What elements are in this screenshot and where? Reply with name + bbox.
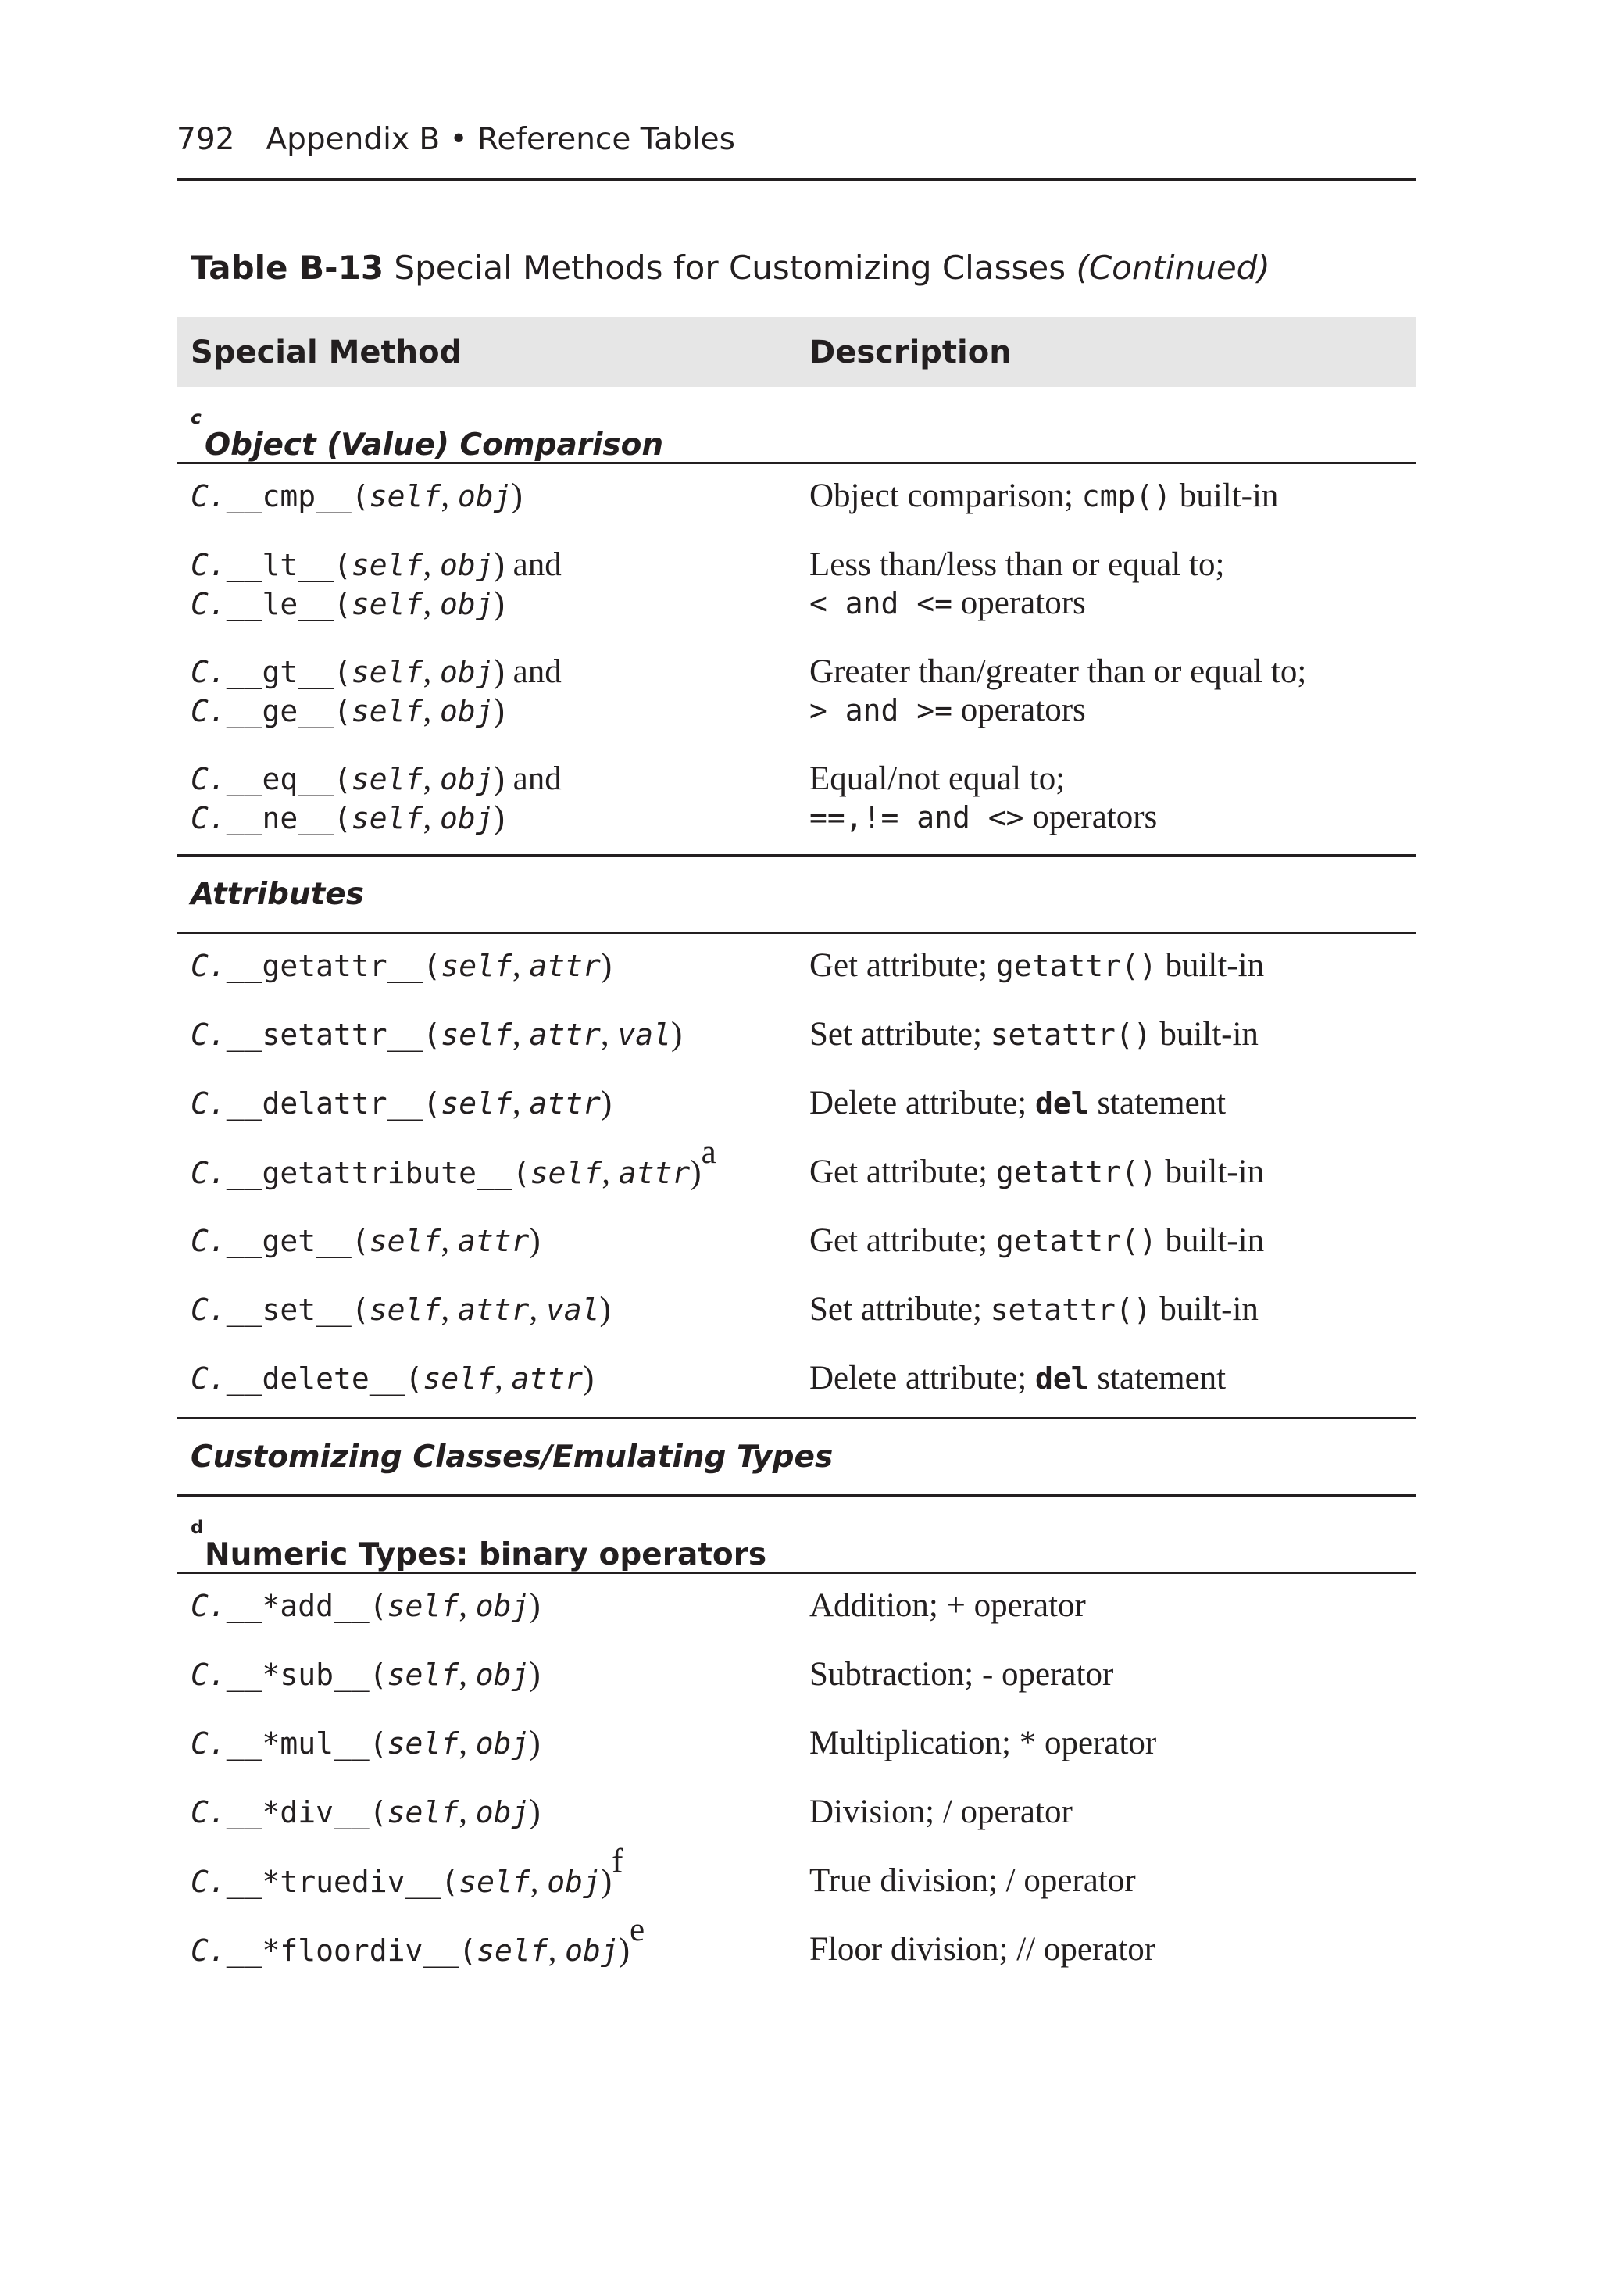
- table-caption: [191, 249, 1270, 287]
- method-signature: C.__getattribute__(self, attr)$^a$: [191, 1134, 716, 1191]
- method-signature: C.__*mul__(self, obj): [191, 1725, 541, 1761]
- table-row: [177, 1356, 1416, 1417]
- method-description: Floor division; // operator: [809, 1931, 1156, 1968]
- method-description: Division; / operator: [809, 1794, 1073, 1830]
- header-rule: [177, 178, 1416, 181]
- table-row: [177, 474, 1416, 542]
- table-row: [177, 649, 1416, 756]
- section-heading-attributes: [177, 854, 1416, 934]
- table-row: [177, 1583, 1416, 1652]
- method-description: Get attribute; getattr() built-in: [809, 947, 1265, 984]
- table-title: Special Methods for Customizing Classes: [394, 249, 1066, 287]
- section-title: Numeric Types: binary operators: [205, 1537, 767, 1572]
- method-signature: C.__get__(self, attr): [191, 1222, 541, 1259]
- footnote-marker: e: [630, 1912, 645, 1948]
- table-row: [177, 943, 1416, 1012]
- table-row: [177, 1012, 1416, 1081]
- column-header-description: Description: [809, 334, 1012, 370]
- method-signature: C.__setattr__(self, attr, val): [191, 1016, 683, 1053]
- table-header-row: [177, 317, 1416, 387]
- method-signature: C.__*truediv__(self, obj)$^f$: [191, 1843, 623, 1900]
- method-description: Subtraction; - operator: [809, 1656, 1114, 1693]
- column-header-special-method: Special Method: [191, 334, 462, 370]
- method-description: Object comparison; cmp() built-in: [809, 477, 1279, 514]
- method-signature: C.__eq__(self, obj) and C.__ne__(self, obj): [191, 760, 562, 836]
- method-description: Set attribute; setattr() built-in: [809, 1291, 1259, 1328]
- section-heading-comparison: [177, 387, 1416, 464]
- method-description: Get attribute; getattr() built-in: [809, 1222, 1265, 1259]
- method-description: Multiplication; * operator: [809, 1725, 1157, 1761]
- footnote-marker: a: [701, 1134, 716, 1171]
- table-label: Table B-13: [191, 249, 384, 287]
- method-signature: C.__cmp__(self, obj): [191, 477, 523, 514]
- page-number: 792: [177, 122, 235, 157]
- table-row: [177, 756, 1416, 854]
- table-continued: (Continued): [1076, 249, 1270, 287]
- method-signature: C.__*div__(self, obj): [191, 1794, 541, 1830]
- running-head: [177, 122, 735, 157]
- method-description: Set attribute; setattr() built-in: [809, 1016, 1259, 1053]
- reference-table: [177, 317, 1416, 1996]
- method-signature: C.__delattr__(self, attr): [191, 1085, 612, 1121]
- table-row: [177, 1721, 1416, 1790]
- method-signature: C.__getattr__(self, attr): [191, 947, 612, 984]
- table-row: [177, 1287, 1416, 1356]
- footnote-marker: c: [191, 406, 202, 428]
- section-title: Attributes: [191, 877, 364, 912]
- table-row: [177, 1134, 1416, 1218]
- table-row: [177, 1790, 1416, 1858]
- method-description: Greater than/greater than or equal to; > and >= operators: [809, 653, 1307, 728]
- section-title: Customizing Classes/Emulating Types: [191, 1439, 834, 1475]
- running-head-title: Appendix B • Reference Tables: [266, 122, 735, 157]
- table-row: [177, 542, 1416, 649]
- table-row: [177, 1218, 1416, 1287]
- method-description: Get attribute; getattr() built-in: [809, 1153, 1265, 1190]
- table-row: [177, 1843, 1416, 1927]
- method-signature: C.__*add__(self, obj): [191, 1587, 541, 1624]
- table-row: [177, 1912, 1416, 1996]
- method-signature: C.__set__(self, attr, val): [191, 1291, 611, 1328]
- method-signature: C.__*sub__(self, obj): [191, 1656, 541, 1693]
- method-description: True division; / operator: [809, 1862, 1136, 1899]
- method-signature: C.__delete__(self, attr): [191, 1360, 595, 1397]
- table-row: [177, 1081, 1416, 1150]
- method-signature: C.__lt__(self, obj) and C.__le__(self, obj): [191, 546, 562, 622]
- method-description: Addition; + operator: [809, 1587, 1086, 1624]
- method-description: Less than/less than or equal to; < and <= operators: [809, 546, 1225, 621]
- method-description: Delete attribute; del statement: [809, 1360, 1227, 1397]
- method-signature: C.__*floordiv__(self, obj)$^e$: [191, 1912, 645, 1969]
- method-description: Equal/not equal to; ==,!= and <> operators: [809, 760, 1158, 835]
- section-heading-customizing: [177, 1417, 1416, 1497]
- table-row: [177, 1652, 1416, 1721]
- method-description: Delete attribute; del statement: [809, 1085, 1227, 1121]
- footnote-marker: f: [612, 1843, 623, 1879]
- section-title: Object (Value) Comparison: [205, 427, 664, 463]
- section-heading-numeric: [177, 1497, 1416, 1574]
- method-signature: C.__gt__(self, obj) and C.__ge__(self, obj): [191, 653, 562, 729]
- footnote-marker: d: [191, 1515, 204, 1538]
